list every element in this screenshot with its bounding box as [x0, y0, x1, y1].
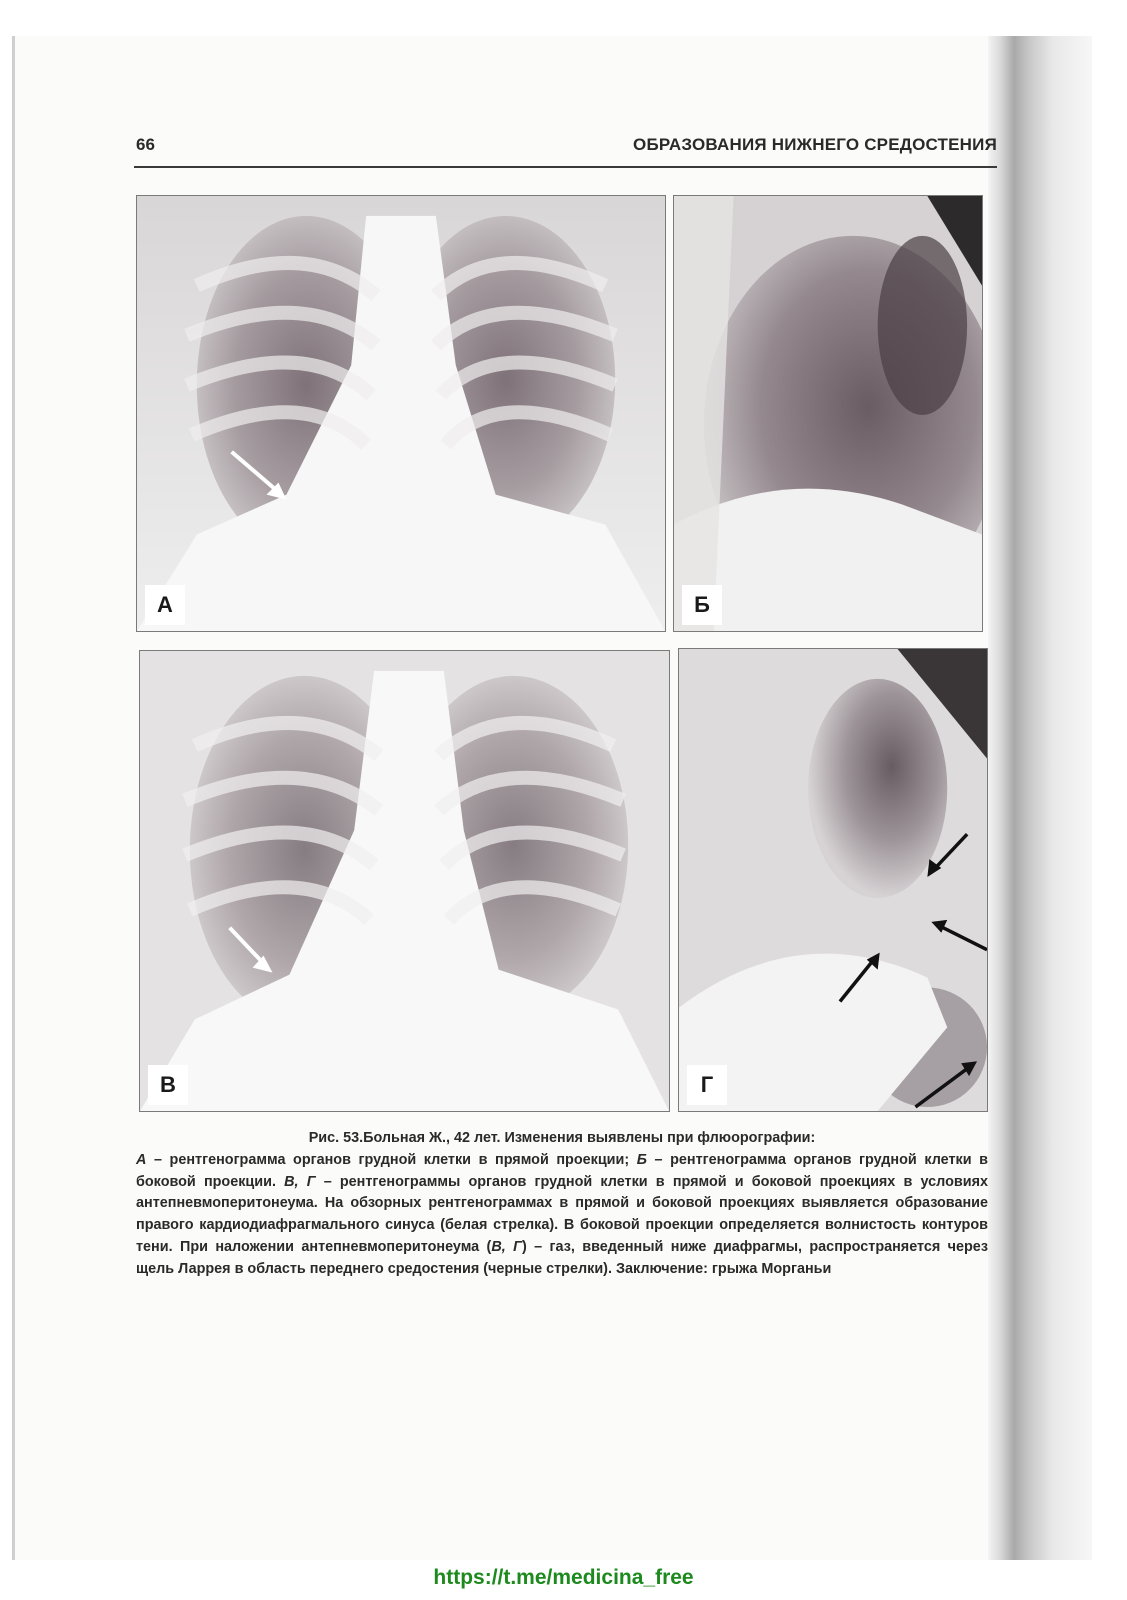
xray-lateral-image: [679, 649, 987, 1111]
xray-frontal-image: [140, 651, 669, 1111]
caption-title: Рис. 53.Больная Ж., 42 лет. Изменения выявлены при флюорографии:: [308, 1130, 816, 1146]
figure-caption: [136, 1128, 988, 1281]
footer-link[interactable]: https://t.me/medicina_free: [433, 1566, 694, 1589]
xray-lateral-image: [674, 196, 982, 631]
caption-part: В, Г: [284, 1173, 316, 1190]
panel-label-v: В: [148, 1065, 188, 1105]
running-head: ОБРАЗОВАНИЯ НИЖНЕГО СРЕДОСТЕНИЯ: [633, 135, 997, 154]
panel-label-g: Г: [687, 1065, 727, 1105]
page-number: 66: [136, 135, 155, 154]
caption-body: [136, 1150, 988, 1281]
panel-label-b: Б: [682, 585, 722, 625]
caption-part: ) – газ, введенный ниже диафрагмы, распространяется через щель Ларрея в область переднего средостения (черные стрелки). Заключение: грыжа Морганьи: [136, 1238, 988, 1277]
caption-part: – рентгенограммы органов грудной клетки в прямой и боковой проекциях в условиях антепневмоперитонеума. На обзорных рентгенограммах в прямой и боковой проекциях выявляется образование правого кардиодиафрагмального синуса (белая стрелка). В боковой проекции определяется волнистость контуров тени. При наложении антепневмоперитонеума (: [136, 1173, 988, 1255]
caption-part: – рентгенограмма органов грудной клетки в прямой проекции;: [146, 1151, 637, 1168]
figure-panel-v: [139, 650, 670, 1112]
caption-part: Б: [636, 1151, 647, 1168]
figure-panel-g: [678, 648, 988, 1112]
caption-part: – рентгенограмма органов грудной клетки в боковой проекции.: [136, 1151, 988, 1190]
page-edge: [12, 36, 15, 1560]
header-rule: [134, 166, 997, 168]
figure-panel-b: [673, 195, 983, 632]
caption-part: А: [136, 1151, 147, 1168]
caption-part: В, Г: [491, 1238, 522, 1255]
panel-label-a: А: [145, 585, 185, 625]
figure-panel-a: [136, 195, 666, 632]
binding-shadow: [988, 36, 1092, 1560]
xray-frontal-image: [137, 196, 665, 631]
